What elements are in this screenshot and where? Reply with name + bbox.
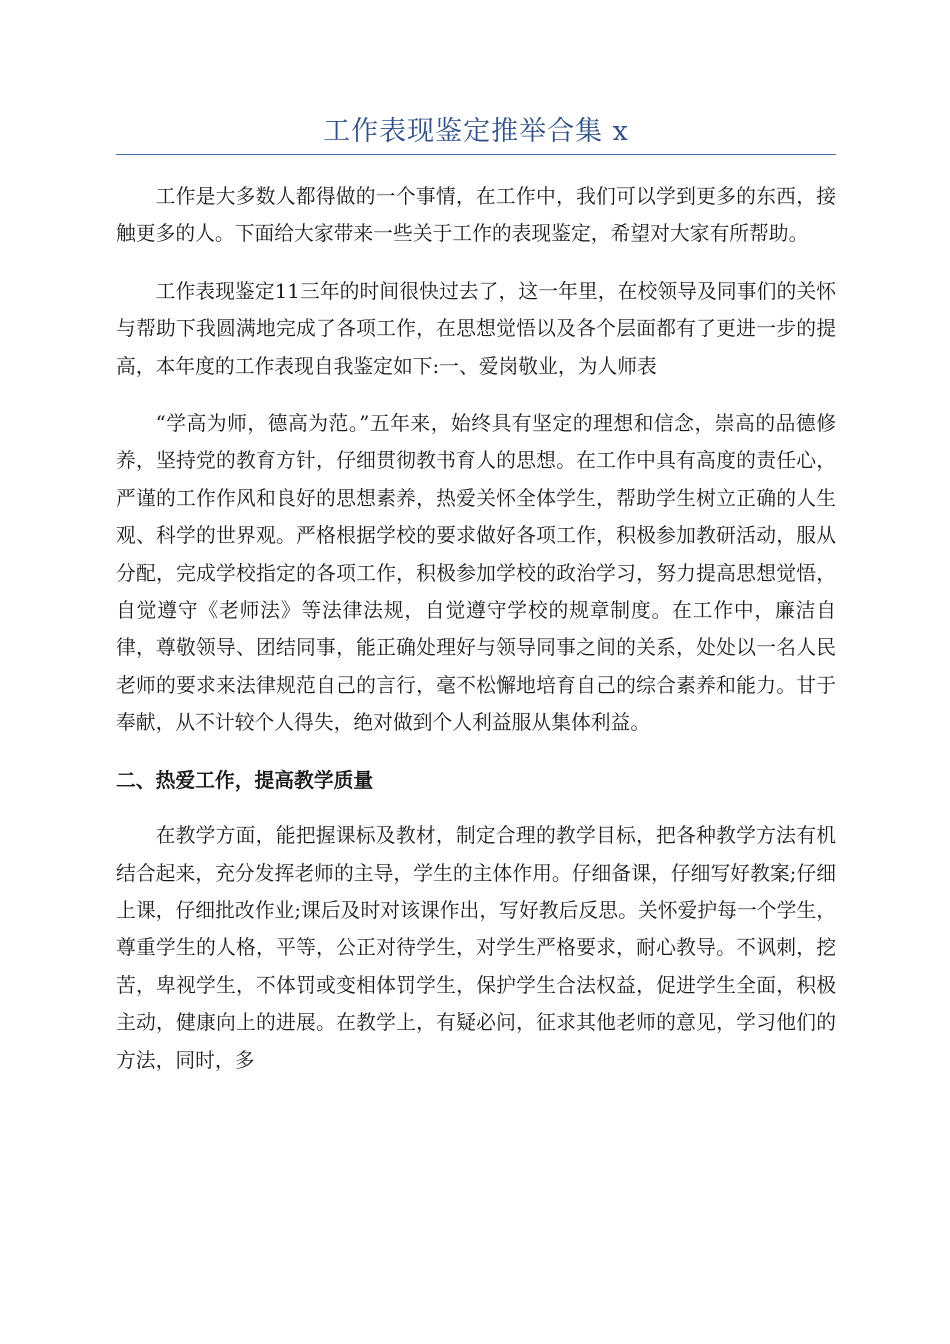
section-heading: 二、热爱工作，提高教学质量 <box>116 768 374 792</box>
document-body <box>116 178 836 1097</box>
dedication-paragraph: “学高为师，德高为范。”五年来，始终具有坚定的理想和信念，崇高的品德修养，坚持党的教育方针，仔细贯彻教书育人的思想。在工作中具有高度的责任心，严谨的工作作风和良好的思想素养，热爱关怀全体学生，帮助学生树立正确的人生观、科学的世界观。严格根据学校的要求做好各项工作，积极参加教研活动，服从分配，完成学校指定的各项工作，积极参加学校的政治学习，努力提高思想觉悟，自觉遵守《老师法》等法律法规，自觉遵守学校的规章制度。在工作中，廉洁自律，尊敬领导、团结同事，能正确处理好与领导同事之间的关系，处处以一名人民老师的要求来法律规范自己的言行，毫不松懈地培育自己的综合素养和能力。甘于奉献，从不计较个人得失，绝对做到个人利益服从集体利益。 <box>116 412 836 735</box>
document-title: 工作表现鉴定推举合集 x <box>323 116 629 147</box>
appraisal-paragraph: 工作表现鉴定11三年的时间很快过去了，这一年里，在校领导及同事们的关怀与帮助下我圆满地完成了各项工作，在思想觉悟以及各个层面都有了更进一步的提高，本年度的工作表现自我鉴定如下:一、爱岗敬业，为人师表 <box>116 279 836 378</box>
teaching-paragraph: 在教学方面，能把握课标及教材，制定合理的教学目标，把各种教学方法有机结合起来，充分发挥老师的主导，学生的主体作用。仔细备课，仔细写好教案;仔细上课，仔细批改作业;课后及时对该课作出，写好教后反思。关怀爱护每一个学生，尊重学生的人格，平等，公正对待学生，对学生严格要求，耐心教导。不讽刺，挖苦，卑视学生，不体罚或变相体罚学生，保护学生合法权益，促进学生全面，积极主动，健康向上的进展。在教学上，有疑必问，征求其他老师的意见，学习他们的方法，同时，多 <box>116 824 836 1072</box>
intro-paragraph: 工作是大多数人都得做的一个事情，在工作中，我们可以学到更多的东西，接触更多的人。下面给大家带来一些关于工作的表现鉴定，希望对大家有所帮助。 <box>116 185 836 246</box>
title-underline <box>116 154 836 155</box>
